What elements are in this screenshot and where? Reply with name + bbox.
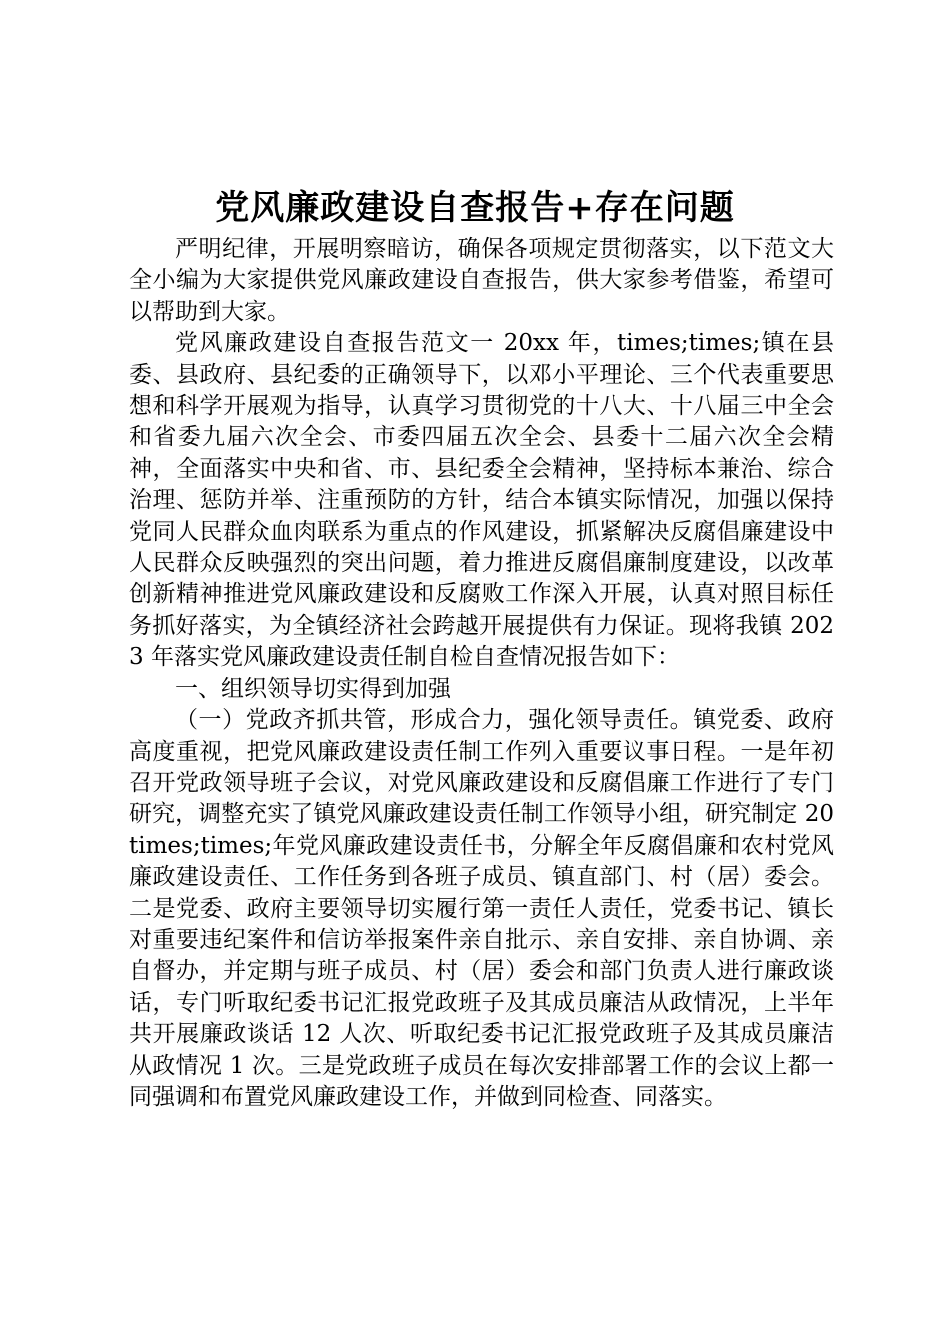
paragraph-intro: 严明纪律，开展明察暗访，确保各项规定贯彻落实，以下范文大全小编为大家提供党风廉政建设自查报告，供大家参考借鉴，希望可以帮助到大家。 (129, 236, 834, 325)
paragraph-report-opening: 党风廉政建设自查报告范文一 20xx 年，times;times;镇在县委、县政府、县纪委的正确领导下，以邓小平理论、三个代表重要思想和科学开展观为指导，认真学习贯彻党的十八大、十八届三中全会和省委九届六次全会、市委四届五次全会、县委十二届六次全会精神，全面落实中央和省、市、县纪委全会精神，坚持标本兼治、综合治理、惩防并举、注重预防的方针，结合本镇实际情况，加强以保持党同人民群众血肉联系为重点的作风建设，抓紧解决反腐倡廉建设中人民群众反映强烈的突出问题，着力推进反腐倡廉制度建设，以改革创新精神推进党风廉政建设和反腐败工作深入开展，认真对照目标任务抓好落实，为全镇经济社会跨越开展提供有力保证。现将我镇 2023 年落实党风廉政建设责任制自检自查情况报告如下： (129, 330, 834, 671)
section-heading-1: 一、组织领导切实得到加强 (175, 675, 451, 702)
document-body (129, 234, 834, 1113)
document-title: 党风廉政建设自查报告+存在问题 (215, 188, 735, 228)
paragraph-subsection-1: （一）党政齐抓共管，形成合力，强化领导责任。镇党委、政府高度重视，把党风廉政建设责任制工作列入重要议事日程。一是年初召开党政领导班子会议，对党风廉政建设和反腐倡廉工作进行了专门研究，调整充实了镇党风廉政建设责任制工作领导小组，研究制定 20times;times;年党风廉政建设责任书，分解全年反腐倡廉和农村党风廉政建设责任、工作任务到各班子成员、镇直部门、村（居）委会。二是党委、政府主要领导切实履行第一责任人责任，党委书记、镇长对重要违纪案件和信访举报案件亲自批示、亲自安排、亲自协调、亲自督办，并定期与班子成员、村（居）委会和部门负责人进行廉政谈话，专门听取纪委书记汇报党政班子及其成员廉洁从政情况，上半年共开展廉政谈话 12 人次、听取纪委书记汇报党政班子及其成员廉洁从政情况 1 次。三是党政班子成员在每次安排部署工作的会议上都一同强调和布置党风廉政建设工作，并做到同检查、同落实。 (129, 707, 834, 1110)
